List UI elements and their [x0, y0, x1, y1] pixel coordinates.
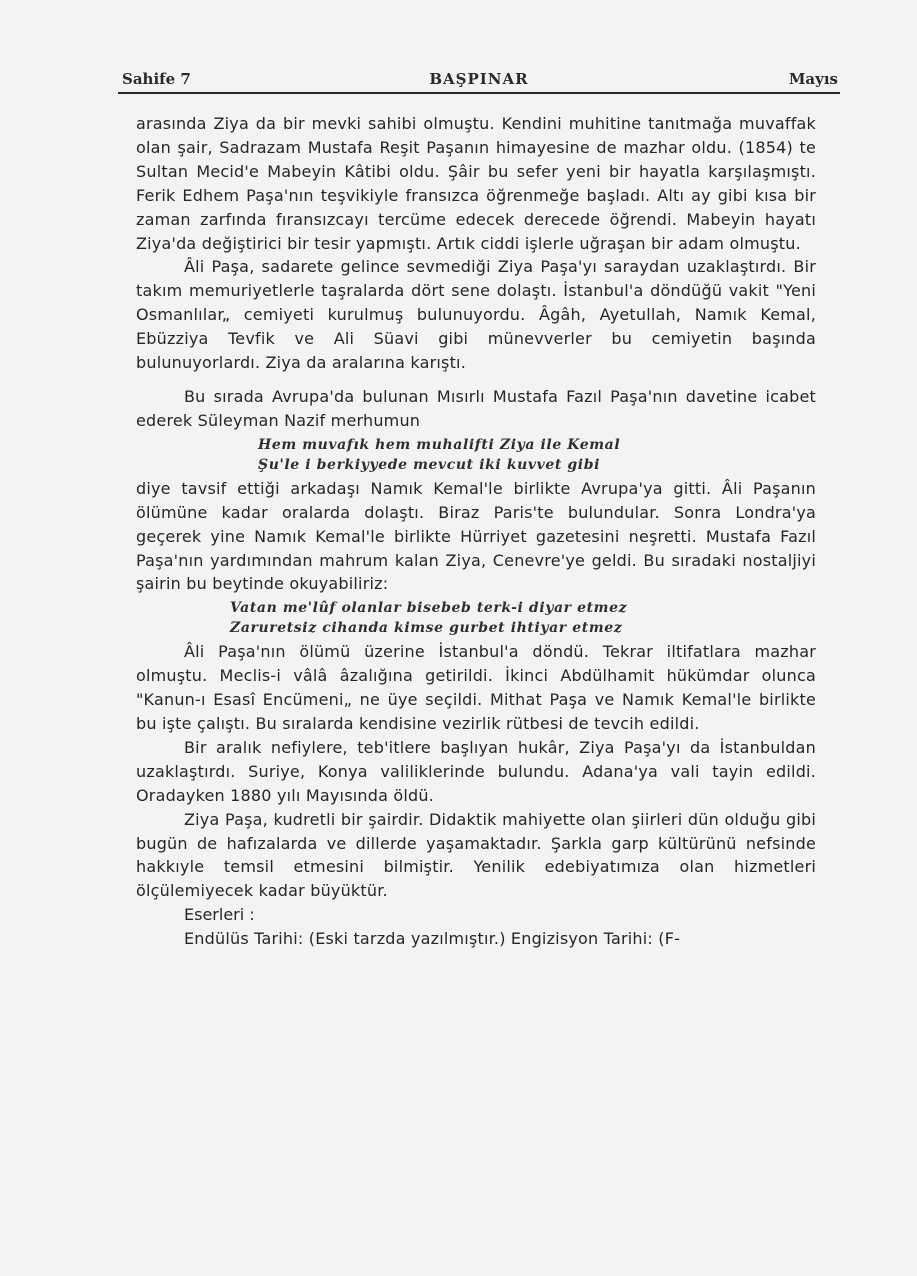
paragraph-3: Bu sırada Avrupa'da bulunan Mısırlı Mustafa Fazıl Paşa'nın davetine icabet ederek Süleyman Nazif merhumun	[136, 386, 816, 430]
paragraph-5: Âli Paşa'nın ölümü üzerine İstanbul'a döndü. Tekrar iltifatlara mazhar olmuştu. Meclis-i vâlâ âzalığına getirildi. İkinci Abdülhamit hükümdar olunca "Kanun-ı Esasî Encümeni„ ne üye seçildi. Mithat Paşa ve Namık Kemal'le birlikte bu işte çalıştı. Bu sıralarda kendisine vezirlik rütbesi de tevcih edildi.	[136, 642, 816, 734]
verse-line: Vatan me'lûf olanlar bisebeb terk-i diyar etmez	[230, 600, 628, 617]
paragraph-8: Endülüs Tarihi: (Eski tarzda yazılmıştır.) Engizisyon Tarihi: (F-	[184, 929, 681, 949]
paragraph-1: arasında Ziya da bir mevki sahibi olmuştu. Kendini muhitine tanıtmağa muvaffak olan şair, Sadrazam Mustafa Reşit Paşanın himayesine de mazhar oldu. (1854) te Sultan Mecid'e Mabeyin Kâtibi oldu. Şâir bu sefer yeni bir hayatla karşılaşmıştı. Ferik Edhem Paşa'nın teşvikiyle fransızca öğrenmeğe başladı. Altı ay gibi kısa bir zaman zarfında fıransızcayı tercüme edecek derecede öğrendi. Mabeyin hayatı Ziya'da değiştirici bir tesir yapmıştı. Artık ciddi işlerle uğraşan bir adam olmuştu.	[136, 114, 816, 253]
verse-line: Zaruretsiz cihanda kimse gurbet ihtiyar etmez	[230, 620, 623, 637]
page-header	[118, 64, 840, 94]
verse-quote-2	[230, 598, 816, 638]
journal-title: BAŞPINAR	[429, 70, 529, 88]
issue-month: Mayıs	[788, 70, 838, 88]
paragraph-7: Ziya Paşa, kudretli bir şairdir. Didaktik mahiyette olan şiirleri dün olduğu gibi bugün de hafızalarda ve dillerde yaşamaktadır. Şarkla garp kültürünü nefsinde hakkıyle temsil etmesini bilmiştir. Yenilik edebiyatımıza olan hizmetleri ölçülemiyecek kadar büyüktür.	[136, 809, 816, 901]
page-number: Sahife 7	[122, 70, 191, 88]
paragraph-4: diye tavsif ettiği arkadaşı Namık Kemal'le birlikte Avrupa'ya gitti. Âli Paşanın ölümüne kadar oralarda dolaştı. Biraz Paris'te bulundular. Sonra Londra'ya geçerek yine Namık Kemal'le birlikte Hürriyet gazetesini neşretti. Mustafa Fazıl Paşa'nın yardımından mahrum kalan Ziya, Cenevre'ye geldi. Bu sıradaki nostaljiyi şairin bu beytinde okuyabiliriz:	[136, 478, 816, 594]
verse-line: Hem muvafık hem muhalifti Ziya ile Kemal	[258, 436, 621, 453]
verse-line: Şu'le i berkiyyede mevcut iki kuvvet gibi	[258, 456, 601, 473]
page-body	[136, 112, 816, 951]
paragraph-6: Bir aralık nefiylere, teb'itlere başlıyan hukâr, Ziya Paşa'yı da İstanbuldan uzaklaştırdı. Suriye, Konya valiliklerinde bulundu. Adana'ya vali tayin edildi. Oradayken 1880 yılı Mayısında öldü.	[136, 737, 816, 805]
works-heading: Eserleri :	[184, 905, 255, 925]
paragraph-2: Âli Paşa, sadarete gelince sevmediği Ziya Paşa'yı saraydan uzaklaştırdı. Bir takım memuriyetlerle taşralarda dört sene dolaştı. İstanbul'a döndüğü vakit "Yeni Osmanlılar„ cemiyeti kurulmuş bulunuyordu. Âgâh, Ayetullah, Namık Kemal, Ebüzziya Tevfik ve Ali Süavi gibi münevverler bu cemiyetin başında bulunuyorlardı. Ziya da aralarına karıştı.	[136, 257, 816, 373]
verse-quote-1	[258, 435, 816, 475]
